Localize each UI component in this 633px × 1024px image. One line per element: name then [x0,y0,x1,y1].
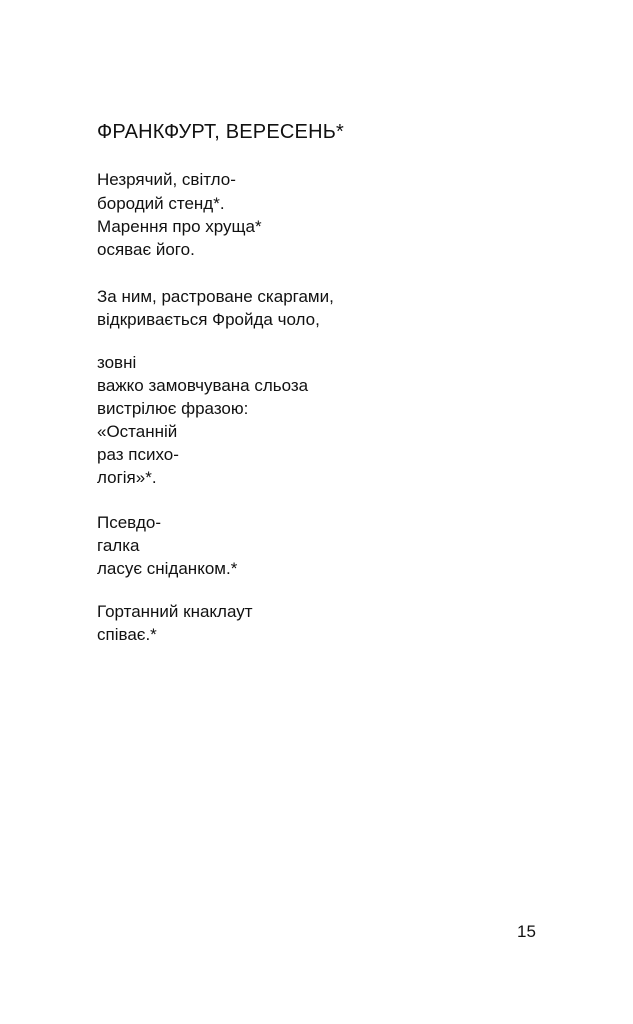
poem-line: «Останній [97,422,178,441]
page-number: 15 [517,922,536,941]
poem-line: Псевдо- [97,513,162,532]
poem-line: відкривається Фройда чоло, [97,310,320,329]
poem-line: бородий стенд*. [97,194,225,213]
poem-line: вистрілює фразою: [97,399,249,418]
poem-line: галка [97,536,140,555]
poem-line: Марення про хруща* [97,217,262,236]
poem-line: осяває його. [97,240,195,259]
poem-line: Незрячий, світло- [97,170,236,189]
poem-line: ласує сніданком.* [97,559,238,578]
poem-line: раз психо- [97,445,179,464]
poem-line: співає.* [97,625,157,644]
poem-line: важко замовчувана сльоза [97,376,309,395]
poem-line: логія»*. [97,468,157,487]
poem-title: ФРАНКФУРТ, ВЕРЕСЕНЬ* [97,121,345,143]
poem-line: Гортанний кнаклаут [97,602,253,621]
poem-line: За ним, растроване скаргами, [97,287,334,306]
poem-line: зовні [97,353,137,372]
